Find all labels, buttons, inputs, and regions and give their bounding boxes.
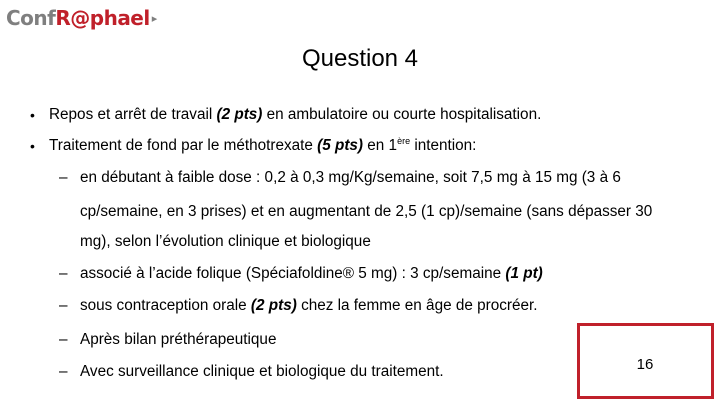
sub-item-contraception: sous contraception orale (2 pts) chez la femme en âge de procréer. xyxy=(80,297,538,314)
bullet-marker: • xyxy=(30,138,35,154)
bullet-marker: • xyxy=(30,107,35,123)
sub-item-dose-line3: mg), selon l’évolution clinique et biologique xyxy=(80,233,371,250)
confraphael-logo: Conf R@phael ▸ xyxy=(6,6,157,30)
logo-arrow-icon: ▸ xyxy=(151,11,157,25)
dash-marker: – xyxy=(59,297,68,314)
dash-marker: – xyxy=(59,363,68,380)
slide-title: Question 4 xyxy=(301,45,419,72)
sub-item-surveillance: Avec surveillance clinique et biologique du traitement. xyxy=(80,363,444,380)
dash-marker: – xyxy=(59,169,68,186)
sub-item-dose-line2: cp/semaine, en 3 prises) et en augmentant de 2,5 (1 cp)/semaine (sans dépasser 30 xyxy=(80,203,653,220)
page-number: 16 xyxy=(636,356,654,373)
sub-item-dose-line1: en débutant à faible dose : 0,2 à 0,3 mg/Kg/semaine, soit 7,5 mg à 15 mg (3 à 6 xyxy=(80,169,621,186)
sub-item-bilan: Après bilan préthérapeutique xyxy=(80,331,277,348)
sub-item-folic-acid: associé à l’acide folique (Spéciafoldine® 5 mg) : 3 cp/semaine (1 pt) xyxy=(80,265,543,282)
bullet-methotrexate: Traitement de fond par le méthotrexate (5 pts) en 1ère intention: xyxy=(49,135,477,154)
dash-marker: – xyxy=(59,265,68,282)
dash-marker: – xyxy=(59,331,68,348)
bullet-repos: Repos et arrêt de travail (2 pts) en ambulatoire ou courte hospitalisation. xyxy=(49,106,542,123)
